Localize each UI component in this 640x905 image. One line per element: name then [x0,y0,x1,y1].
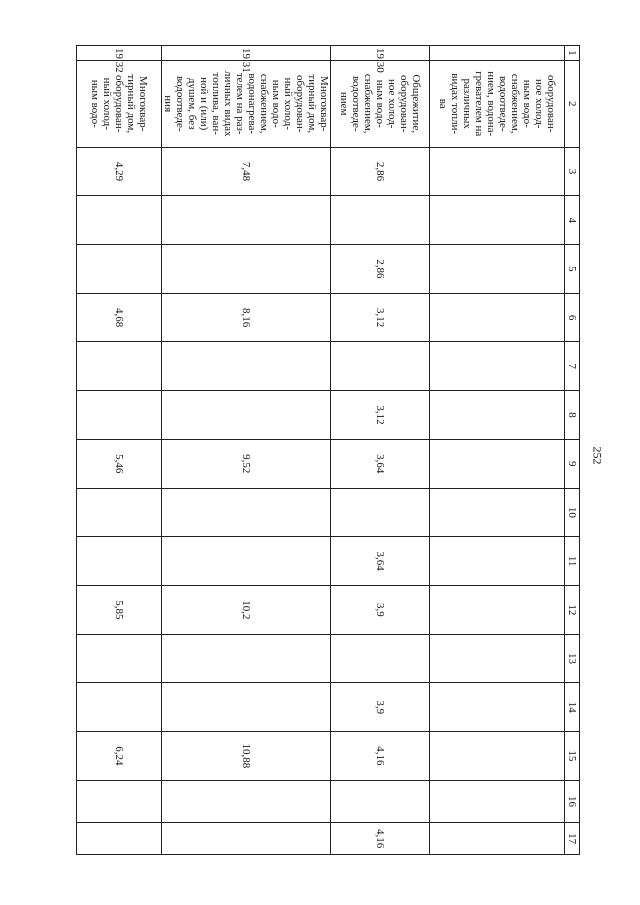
value-cell [430,147,565,196]
row-description: Общежитие, оборудован- ное холод- ным водо- снабжением, водоотведе- нием [331,60,430,147]
col-header: 15 [565,732,580,781]
col-header: 10 [565,488,580,537]
value-cell [77,391,162,440]
value-cell [162,537,331,586]
col-header: 8 [565,391,580,440]
value-cell: 3,9 [331,585,430,634]
value-cell [162,196,331,245]
value-cell: 5,85 [77,585,162,634]
value-cell [77,196,162,245]
value-cell [162,342,331,391]
value-cell [331,488,430,537]
table-row [77,46,162,855]
value-cell [162,634,331,683]
value-cell [430,732,565,781]
value-cell [331,634,430,683]
value-cell [162,391,331,440]
value-cell: 4,68 [77,293,162,342]
col-header: 11 [565,537,580,586]
col-header: 13 [565,634,580,683]
value-cell [77,537,162,586]
row-number: 19.31 [162,46,331,61]
value-cell [77,488,162,537]
value-cell: 8,16 [162,293,331,342]
value-cell [77,342,162,391]
col-header: 1 [565,46,580,61]
value-cell: 3,9 [331,683,430,732]
col-header: 16 [565,780,580,822]
value-cell [162,780,331,822]
col-header: 3 [565,147,580,196]
value-cell [430,585,565,634]
col-header: 6 [565,293,580,342]
value-cell [331,780,430,822]
table-row [162,46,331,855]
value-cell: 5,46 [77,439,162,488]
value-cell: 9,52 [162,439,331,488]
header-row [565,46,580,855]
value-cell: 7,48 [162,147,331,196]
value-cell: 3,64 [331,537,430,586]
value-cell [430,342,565,391]
value-cell: 3,64 [331,439,430,488]
value-cell [430,683,565,732]
value-cell: 2,86 [331,245,430,294]
value-cell [77,634,162,683]
value-cell [331,196,430,245]
value-cell: 3,12 [331,293,430,342]
value-cell [77,683,162,732]
row-description: оборудован- ное холод- ным водо- снабжением, водоотведе- нием, водона- гревателем на различных видах топли- ва [430,60,565,147]
value-cell [430,780,565,822]
value-cell [77,823,162,855]
col-header: 17 [565,823,580,855]
row-number: 19.30 [331,46,430,61]
col-header: 12 [565,585,580,634]
row-number [430,46,565,61]
value-cell: 4,16 [331,732,430,781]
row-description: Многоквар- тирный дом, оборудован- ный холод- ным водо- [77,60,162,147]
page-number: 252 [590,446,605,465]
value-cell [430,293,565,342]
value-cell [430,823,565,855]
row-number: 19.32 [77,46,162,61]
value-cell [430,488,565,537]
value-cell [430,439,565,488]
value-cell [430,245,565,294]
value-cell [162,245,331,294]
value-cell: 4,16 [331,823,430,855]
value-cell [430,634,565,683]
tariff-table [76,45,580,855]
value-cell [331,342,430,391]
value-cell [430,537,565,586]
value-cell [77,780,162,822]
col-header: 2 [565,60,580,147]
col-header: 4 [565,196,580,245]
col-header: 7 [565,342,580,391]
col-header: 9 [565,439,580,488]
value-cell [162,683,331,732]
value-cell [77,245,162,294]
col-header: 14 [565,683,580,732]
table-row [331,46,430,855]
value-cell: 10,2 [162,585,331,634]
value-cell [430,196,565,245]
col-header: 5 [565,245,580,294]
value-cell: 6,24 [77,732,162,781]
row-description: Многоквар- тирный дом, оборудован- ный холод- ным водо- снабжением, водонагрева- телем на раз- личных видах топлива, ван- ной и (или) душем, без водоотведе- ния [162,60,331,147]
value-cell [162,823,331,855]
table-row [430,46,565,855]
value-cell [162,488,331,537]
value-cell: 10,88 [162,732,331,781]
value-cell [430,391,565,440]
value-cell: 3,12 [331,391,430,440]
value-cell: 4,29 [77,147,162,196]
rotated-table-container [0,45,580,855]
value-cell: 2,86 [331,147,430,196]
